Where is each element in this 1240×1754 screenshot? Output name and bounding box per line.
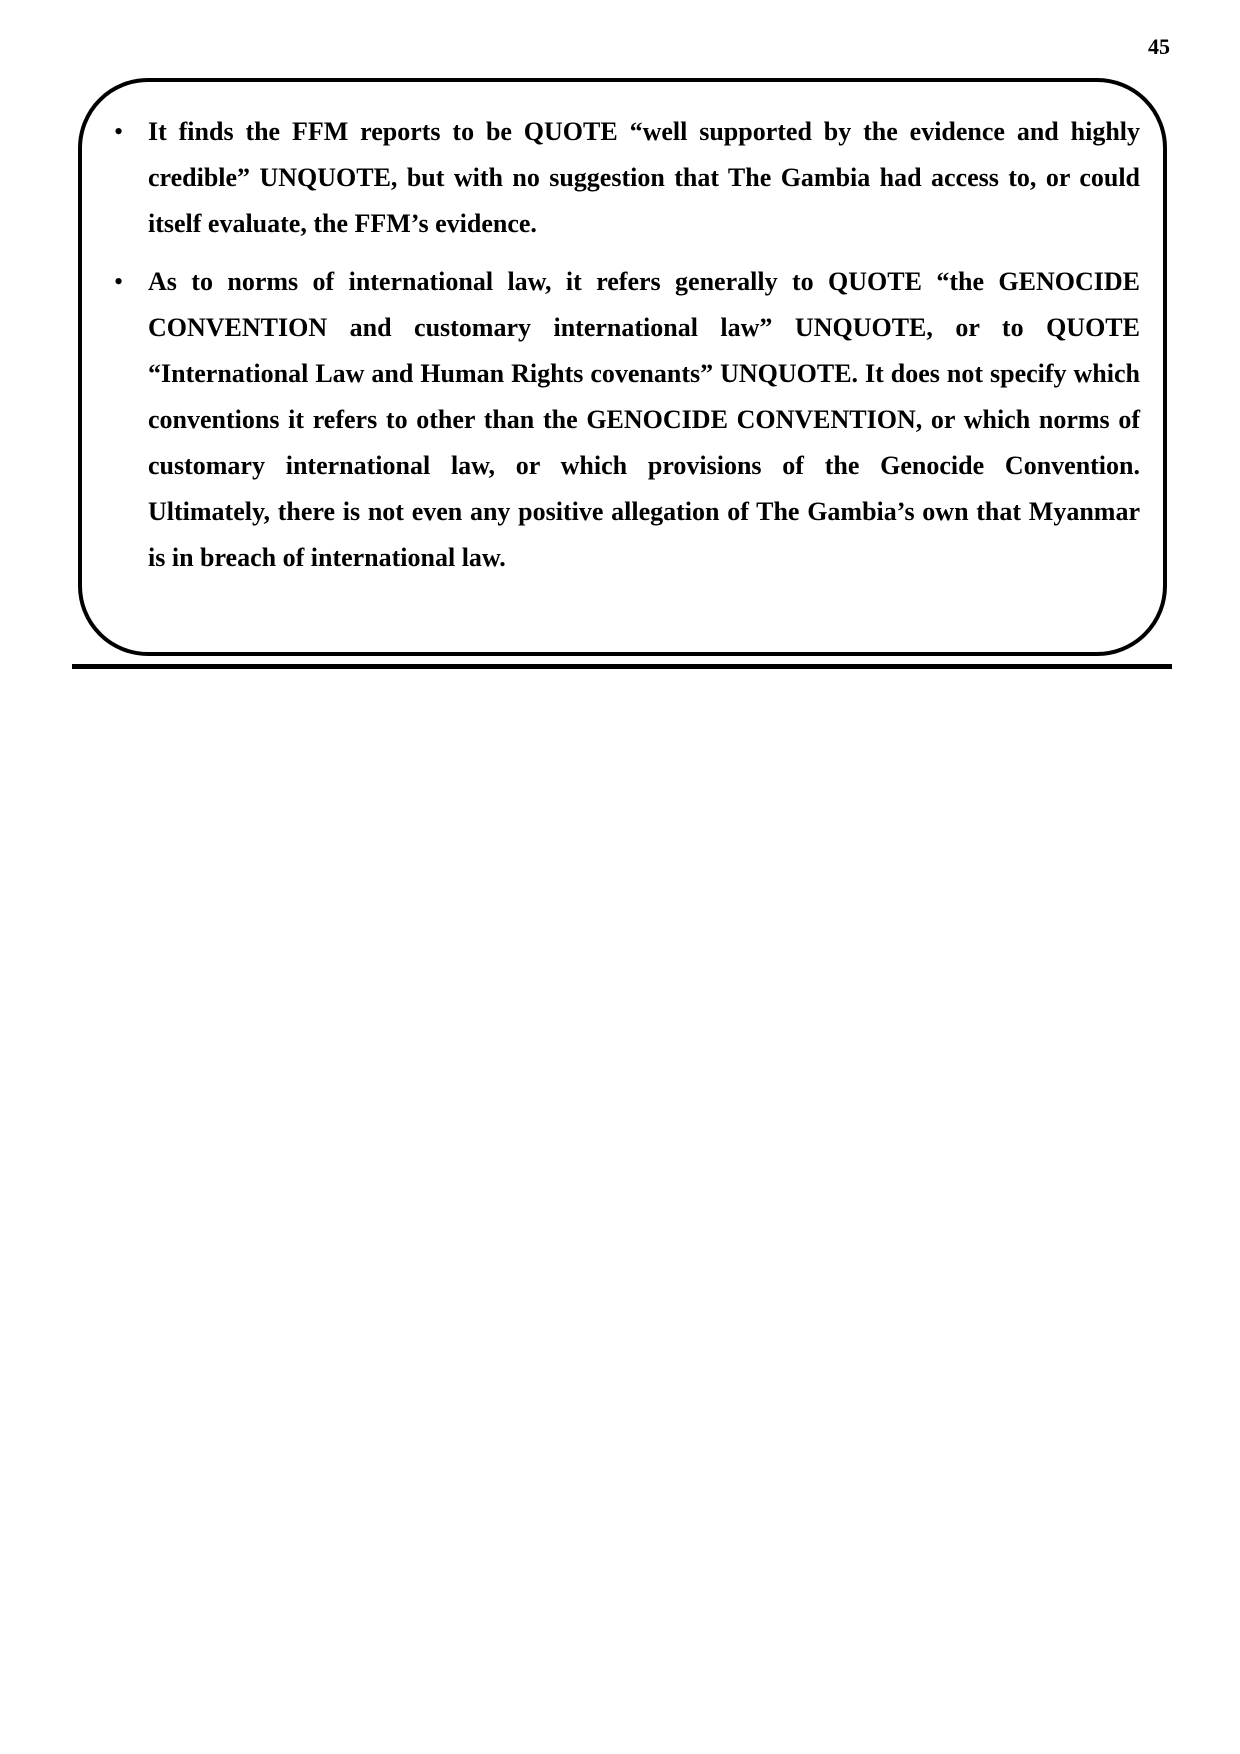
horizontal-rule xyxy=(72,664,1172,669)
bullet-icon: • xyxy=(114,267,124,296)
bullet-text: As to norms of international law, it refers generally to QUOTE “the GENOCIDE CONVENTION and customary international law” UNQUOTE, or to QUOTE “International Law and Human Rights covenants” UNQUOTE. It does not specify which conventions it refers to other than the GENOCIDE CONVENTION, or which norms of customary international law, or which provisions of the Genocide Convention. Ultimately, there is not even any positive allegation of The Gambia’s own that Myanmar is in breach of international law. xyxy=(148,267,1140,572)
bordered-text-box xyxy=(78,78,1167,656)
bullet-list xyxy=(114,109,1140,593)
page-number: 45 xyxy=(1148,34,1170,59)
list-item xyxy=(114,259,1140,581)
list-item xyxy=(114,109,1140,247)
bullet-text: It finds the FFM reports to be QUOTE “well supported by the evidence and highly credible” UNQUOTE, but with no suggestion that The Gambia had access to, or could itself evaluate, the FFM’s evidence. xyxy=(148,117,1140,238)
bullet-icon: • xyxy=(114,117,124,146)
